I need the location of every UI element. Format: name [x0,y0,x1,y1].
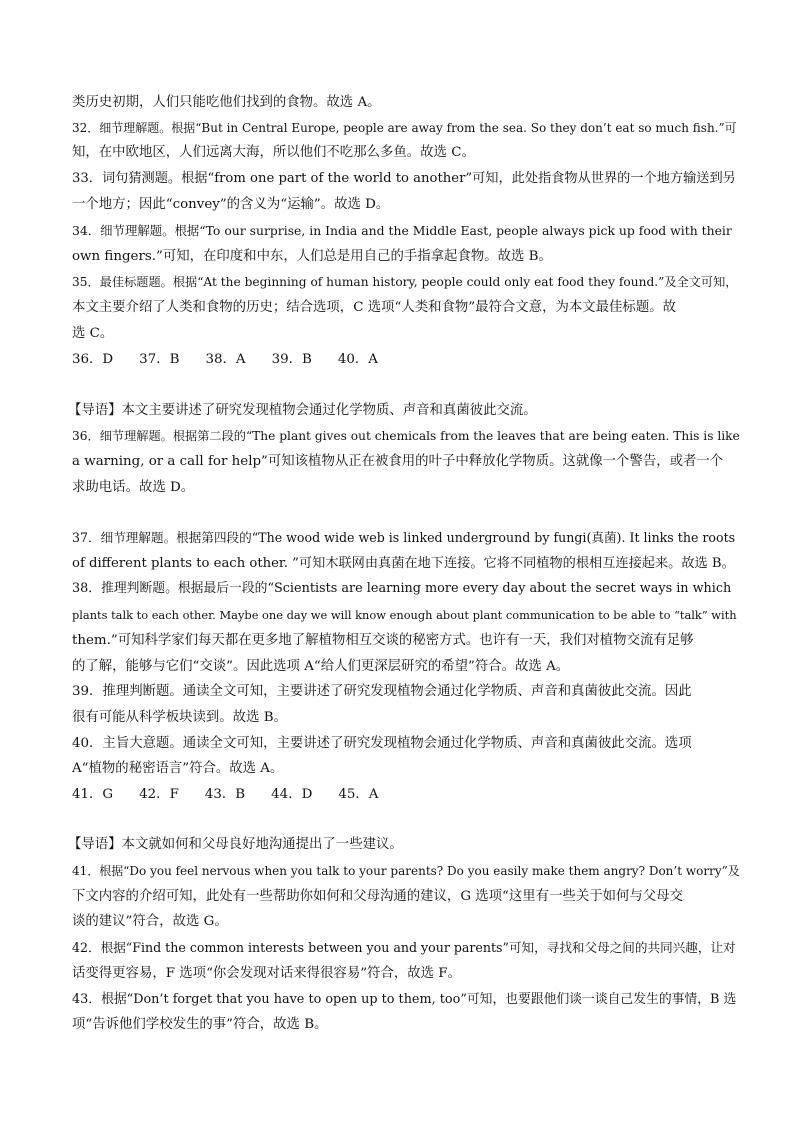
text-line: A“植物的秘密语言”符合。故选 A。 [72,761,284,776]
text-line: 一个地方；因此“convey”的含义为“运输”。故选 D。 [72,197,390,212]
answer-item: 45．A [338,787,379,802]
text-line: 下文内容的介绍可知，此处有一些帮助你如何和父母沟通的建议，G 选项“这里有一些关于如何与父母交 [72,889,683,904]
text-line: 类历史初期，人们只能吃他们找到的食物。故选 A。 [72,95,381,110]
text-line: 38．推理判断题。根据最后一段的“Scientists are learning more every day about the secret ways in which [72,581,732,596]
text-line: own fingers.”可知，在印度和中东，人们总是用自己的手指拿起食物。故选 B。 [72,249,552,264]
text-line: 项“告诉他们学校发生的事”符合，故选 B。 [72,1017,328,1032]
intro-heading: 【导语】本文就如何和父母良好地沟通提出了一些建议。 [68,837,403,852]
answer-item: 44．D [271,787,313,802]
answer-item: 36．D [72,352,114,367]
text-line: 40．主旨大意题。通读全文可知，主要讲述了研究发现植物会通过化学物质、声音和真菌彼此交流。选项 [72,736,692,751]
text-line: 42．根据“Find the common interests between you and your parents”可知，寻找和父母之间的共同兴趣，让对 [72,940,736,955]
text-line: 选 C。 [72,326,114,341]
text-line: 37．细节理解题。根据第四段的“The wood wide web is linked underground by fungi(真菌). It links the roots [72,530,736,545]
text-line: a warning, or a call for help”可知该植物从正在被食用的叶子中释放化学物质。这就像一个警告，或者一个 [72,454,724,469]
text-line: 33．词句猜测题。根据“from one part of the world to another”可知，此处指食物从世界的一个地方输送到另 [72,171,736,186]
text-line: 34．细节理解题。根据“To our surprise, in India and the Middle East, people always pick up food with their [72,223,732,238]
text-line: 求助电话。故选 D。 [72,480,195,495]
text-line: 32．细节理解题。根据“But in Central Europe, people are away from the sea. So they don’t eat so much fish.”可 [72,121,737,135]
text-line: 43．根据“Don’t forget that you have to open up to them, too”可知，也要跟他们谈一谈自己发生的事情，B 选 [72,992,737,1007]
text-line: 35．最佳标题题。根据“At the beginning of human history, people could only eat food they found.”及全文可知， [72,275,738,289]
text-line: 39．推理判断题。通读全文可知，主要讲述了研究发现植物会通过化学物质、声音和真菌彼此交流。因此 [72,684,692,699]
text-line: them.”可知科学家们每天都在更多地了解植物相互交谈的秘密方式。也许有一天，我们对植物交流有足够 [72,633,694,648]
text-line: of different plants to each other. ”可知木联网由真菌在地下连接。它将不同植物的根相互连接起来。故选 B。 [72,556,735,571]
answer-key-41-45 [72,786,404,804]
text-line: plants talk to each other. Maybe one day we will know enough about plant communication to be able to “talk” with [72,608,737,622]
answer-item: 41．G [72,787,114,802]
text-line: 谈的建议”符合，故选 G。 [72,914,228,929]
text-line: 本文主要介绍了人类和食物的历史；结合选项，C 选项“人类和食物”最符合文意，为本文最佳标题。故 [72,300,676,315]
answer-item: 39．B [271,352,312,367]
answer-item: 37．B [139,352,180,367]
intro-heading: 【导语】本文主要讲述了研究发现植物会通过化学物质、声音和真菌彼此交流。 [68,403,537,418]
text-line: 的了解，能够与它们“交谈”。因此选项 A“给人们更深层研究的希望”符合。故选 A。 [72,659,570,674]
text-line: 41．根据“Do you feel nervous when you talk to your parents? Do you easily make them angry? Don’t worry”及 [72,864,740,878]
answer-item: 40．A [337,352,378,367]
answer-item: 42．F [139,787,179,802]
text-line: 知，在中欧地区，人们远离大海，所以他们不吃那么多鱼。故选 C。 [72,145,475,160]
text-line: 话变得更容易，F 选项“你会发现对话来得很容易”符合，故选 F。 [72,966,461,981]
text-line: 36．细节理解题。根据第二段的“The plant gives out chemicals from the leaves that are being eaten. This is like [72,429,740,443]
answer-key-36-40 [72,351,404,369]
answer-item: 43．B [204,787,246,802]
answer-item: 38．A [205,352,246,367]
text-line: 很有可能从科学板块读到。故选 B。 [72,710,287,725]
